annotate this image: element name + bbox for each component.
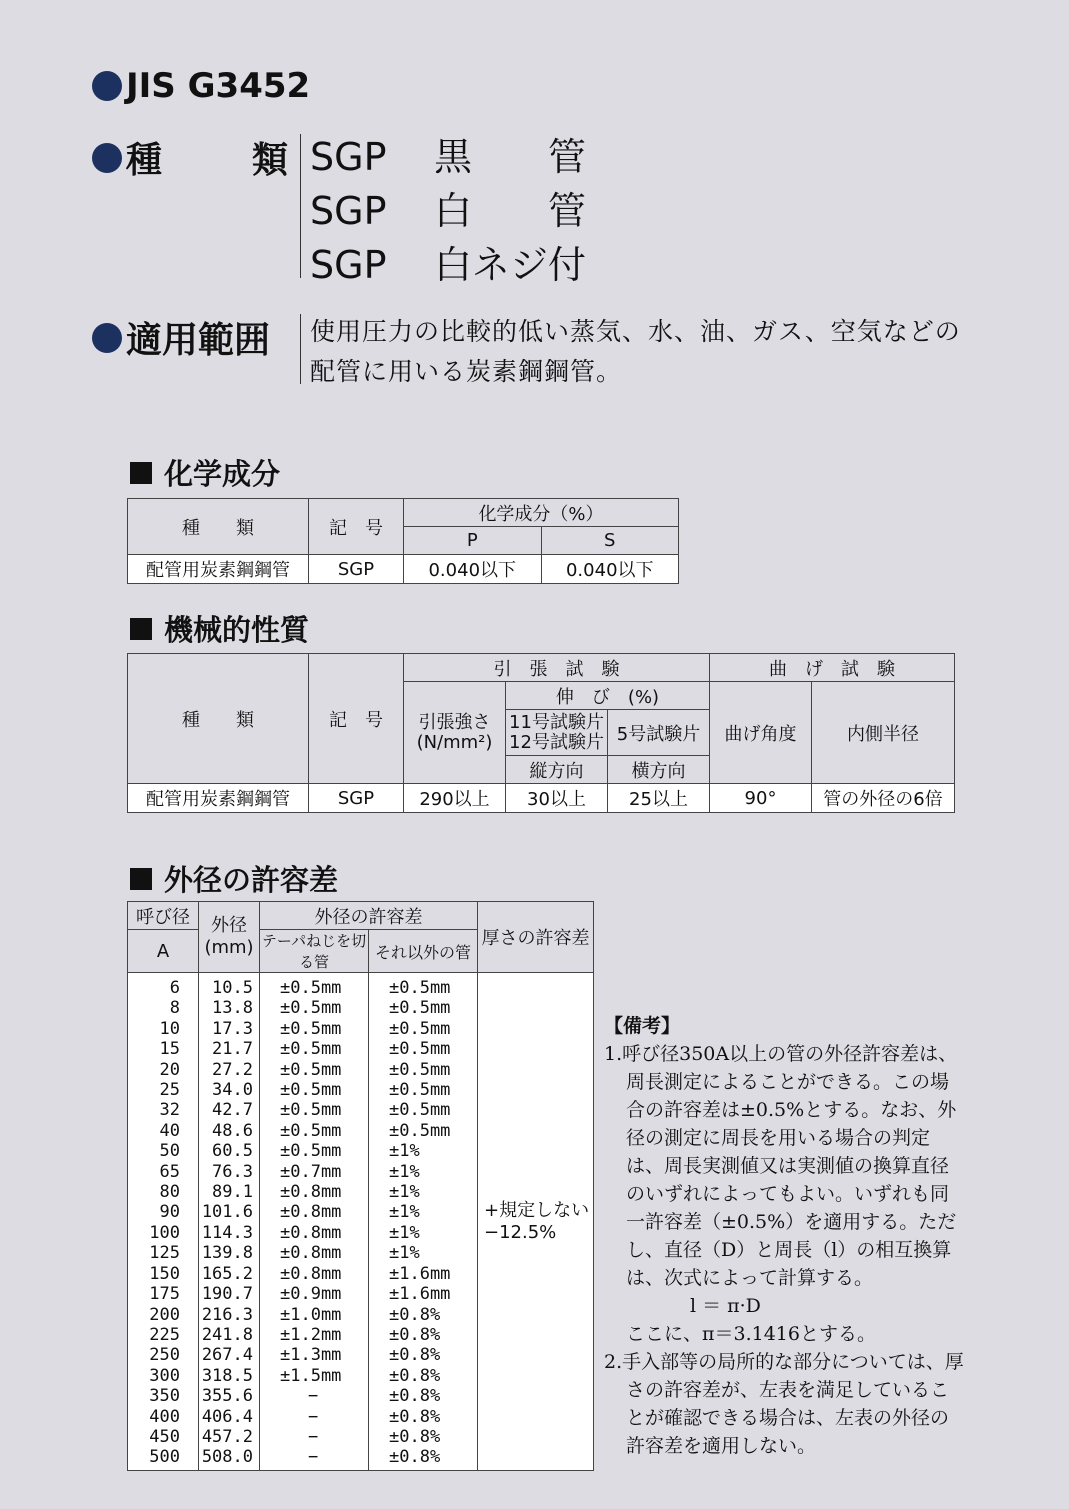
col-header: 伸 び (%) xyxy=(506,682,710,710)
note-item: 1.呼び径350A以上の管の外径許容差は、周長測定によることができる。この場合の許容差は±0.5%とする。なお、外径の測定に周長を用いる場合の判定は、周長実測値又は実測値の換算直径のいずれによってもよい。いずれも同一許容差（±0.5%）を適用する。ただし、直径（D）と周長（l）の相互換算は、次式によって計算する。 xyxy=(604,1043,958,1289)
table-row: 配管用炭素鋼鋼管 SGP 0.040以下 0.040以下 xyxy=(128,555,679,584)
col-header: 引張強さ (N/mm²) xyxy=(404,682,506,784)
kind-heading xyxy=(92,132,294,183)
notes-title: 【備考】 xyxy=(604,1015,681,1037)
col-header: それ以外の管 xyxy=(369,930,478,973)
kind-item: SGP 黒 管 xyxy=(310,135,587,179)
kind-item: SGP 白 管 xyxy=(310,189,587,233)
divider xyxy=(300,134,301,278)
mech-table xyxy=(127,653,955,813)
col-header: 外径 (mm) xyxy=(199,902,260,973)
col-header: 呼び径 xyxy=(128,902,199,930)
col-header: 記 号 xyxy=(309,654,404,784)
scope-text: 使用圧力の比較的低い蒸気、水、油、ガス、空気などの 配管に用いる炭素鋼鋼管。 xyxy=(310,317,961,386)
tolerance-table xyxy=(127,901,594,1471)
bullet-icon xyxy=(92,143,122,173)
col-header: 化学成分（%） xyxy=(404,499,679,527)
divider xyxy=(300,314,301,384)
standard-code: JIS G3452 xyxy=(126,66,311,106)
col-header: 引 張 試 験 xyxy=(404,654,710,682)
standard-heading xyxy=(92,66,310,106)
col-header: 曲げ角度 xyxy=(710,682,812,784)
col-header: A xyxy=(128,930,199,973)
tol-section-title: 外径の許容差 xyxy=(130,858,338,899)
taper-column: ±0.5mm ±0.5mm ±0.5mm ±0.5mm ±0.5mm ±0.5mm ±0.5mm ±0.5mm ±0.5mm ±0.7mm ±0.8mm ±0.8mm ±0.8mm ±0.8mm ±0.8mm ±0.9mm ±1.0mm ±1.2mm ±1.3mm ±1.5mm − − − − xyxy=(260,973,369,1471)
chem-table xyxy=(127,498,679,584)
col-header: 縦方向 xyxy=(506,756,608,784)
col-header: 曲 げ 試 験 xyxy=(710,654,955,682)
other-column: ±0.5mm ±0.5mm ±0.5mm ±0.5mm ±0.5mm ±0.5mm ±0.5mm ±0.5mm ±1% ±1% ±1% ±1% ±1% ±1% ±1.6mm ±1.6mm ±0.8% ±0.8% ±0.8% ±0.8% ±0.8% ±0.8% ±0.8% ±0.8% xyxy=(369,973,478,1471)
table-row: 配管用炭素鋼鋼管 SGP 290以上 30以上 25以上 90° 管の外径の6倍 xyxy=(128,784,955,813)
col-header: S xyxy=(541,527,679,555)
table-row xyxy=(128,973,594,1471)
note-text: ここに、π＝3.1416とする。 xyxy=(626,1323,876,1345)
notes xyxy=(604,1012,964,1460)
mech-section-title: 機械的性質 xyxy=(130,608,309,649)
col-header: 5号試験片 xyxy=(608,710,710,756)
kind-item: SGP 白ネジ付 xyxy=(310,243,587,287)
thickness-tolerance: +規定しない −12.5% xyxy=(478,973,594,1471)
kind-list xyxy=(310,130,586,292)
square-bullet-icon xyxy=(130,868,152,890)
col-header: 横方向 xyxy=(608,756,710,784)
scope-label: 適用範囲 xyxy=(126,320,271,361)
col-header: 11号試験片 12号試験片 xyxy=(506,710,608,756)
note-formula: l ＝ π·D xyxy=(690,1295,761,1317)
col-header: 記 号 xyxy=(309,499,404,555)
od-column: 10.5 13.8 17.3 21.7 27.2 34.0 42.7 48.6 60.5 76.3 89.1 101.6 114.3 139.8 165.2 190.7 216.3 241.8 267.4 318.5 355.6 406.4 457.2 508.0 xyxy=(199,973,260,1471)
scope-heading xyxy=(92,312,270,363)
col-header: 外径の許容差 xyxy=(260,902,478,930)
col-header: 種 類 xyxy=(128,654,309,784)
col-header: 内側半径 xyxy=(812,682,955,784)
col-header: テーパねじを切る管 xyxy=(260,930,369,973)
kind-label: 種 類 xyxy=(126,140,295,181)
note-item: 2.手入部等の局所的な部分については、厚さの許容差が、左表を満足していることが確認できる場合は、左表の外径の許容差を適用しない。 xyxy=(604,1351,964,1457)
col-header: 厚さの許容差 xyxy=(478,902,594,973)
nominal-column: 6 8 10 15 20 25 32 40 50 65 80 90 100 125 150 175 200 225 250 300 350 400 450 500 xyxy=(128,973,199,1471)
col-header: P xyxy=(404,527,542,555)
bullet-icon xyxy=(92,323,122,353)
square-bullet-icon xyxy=(130,462,152,484)
col-header: 種 類 xyxy=(128,499,309,555)
bullet-icon xyxy=(92,71,122,101)
square-bullet-icon xyxy=(130,618,152,640)
chem-section-title: 化学成分 xyxy=(130,452,280,493)
